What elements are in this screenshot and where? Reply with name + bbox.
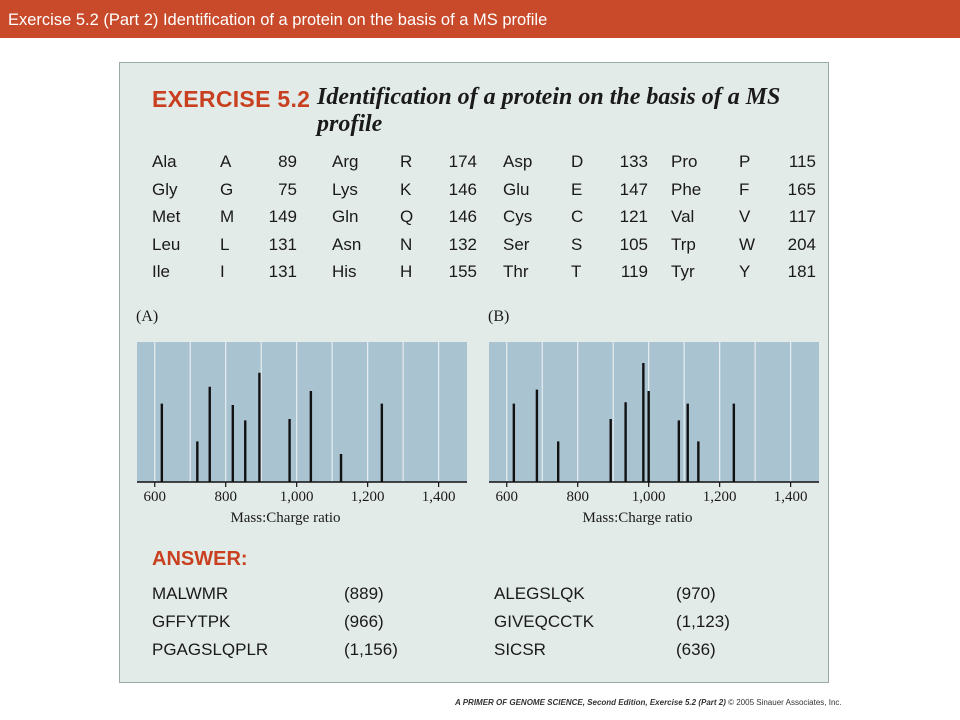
x-axis-label: Mass:Charge ratio	[230, 510, 341, 526]
answer-peptide: MALWMR	[152, 584, 229, 603]
panel-label-b: (B)	[488, 308, 510, 325]
amino-acid-mass: 132	[448, 234, 477, 254]
amino-acid-mass: 155	[448, 262, 477, 281]
amino-acid-name: Thr	[503, 262, 529, 281]
amino-acid-name: Val	[671, 207, 695, 226]
title-bar	[0, 0, 960, 38]
amino-acid-mass: 133	[619, 152, 648, 171]
amino-acid-name: His	[332, 262, 357, 281]
amino-acid-mass: 181	[787, 262, 816, 281]
amino-acid-code: D	[571, 152, 584, 171]
amino-acid-code: F	[739, 179, 750, 199]
amino-acid-mass: 89	[278, 152, 297, 171]
amino-acid-code: W	[739, 234, 756, 254]
amino-acid-mass: 121	[619, 207, 648, 226]
amino-acid-code: H	[400, 262, 413, 281]
amino-acid-name: Cys	[503, 207, 533, 226]
answer-mass: (1,156)	[344, 640, 398, 659]
answer-mass: (966)	[344, 612, 384, 631]
ms-chart-a	[130, 336, 475, 528]
amino-acid-mass: 117	[788, 207, 816, 226]
amino-acid-name: Met	[152, 207, 181, 226]
amino-acid-mass: 131	[268, 262, 297, 281]
amino-acid-mass: 115	[788, 152, 816, 171]
footer-book: A PRIMER OF GENOME SCIENCE, Second Edition, Exercise 5.2 (Part 2)	[455, 698, 726, 707]
amino-acid-code: L	[220, 234, 230, 254]
amino-acid-code: S	[571, 234, 583, 254]
amino-acid-mass: 204	[787, 234, 816, 254]
amino-acid-mass: 174	[448, 152, 477, 171]
amino-acid-name: Asp	[503, 152, 533, 171]
answer-peptide: GIVEQCCTK	[494, 612, 595, 631]
amino-acid-code: Y	[739, 262, 751, 281]
amino-acid-mass: 146	[448, 207, 477, 226]
amino-acid-mass: 75	[278, 179, 297, 199]
amino-acid-mass: 131	[268, 234, 297, 254]
amino-acid-name: Phe	[671, 179, 702, 199]
x-tick-label: 1,400	[421, 489, 456, 505]
exercise-title: Identification of a protein on the basis of a MS profile	[317, 84, 781, 137]
panel-label-a: (A)	[136, 308, 159, 325]
x-tick-label: 1,400	[773, 489, 808, 505]
amino-acid-code: C	[571, 207, 584, 226]
amino-acid-mass: 165	[787, 179, 816, 199]
answer-mass: (1,123)	[676, 612, 730, 631]
amino-acid-code: N	[400, 234, 413, 254]
amino-acid-code: E	[571, 179, 583, 199]
amino-acid-name: Lys	[332, 179, 358, 199]
amino-acid-name: Glu	[503, 179, 530, 199]
x-tick-label: 800	[566, 489, 589, 505]
amino-acid-name: Gly	[152, 179, 178, 199]
amino-acid-name: Ser	[503, 234, 530, 254]
amino-acid-mass: 119	[620, 262, 648, 281]
amino-acid-name: Gln	[332, 207, 359, 226]
answer-mass: (889)	[344, 584, 384, 603]
answer-peptide: PGAGSLQPLR	[152, 640, 269, 659]
plot-area	[489, 342, 819, 482]
amino-acid-code: R	[400, 152, 413, 171]
amino-acid-name: Trp	[671, 234, 696, 254]
amino-acid-name: Leu	[152, 234, 181, 254]
amino-acid-mass: 146	[448, 179, 477, 199]
amino-acid-code: I	[220, 262, 225, 281]
answer-mass: (636)	[676, 640, 716, 659]
amino-acid-mass: 149	[268, 207, 297, 226]
amino-acid-mass: 147	[619, 179, 648, 199]
amino-acid-code: T	[571, 262, 582, 281]
x-tick-label: 600	[143, 489, 166, 505]
footer-copyright: © 2005 Sinauer Associates, Inc.	[728, 698, 842, 707]
amino-acid-code: G	[220, 179, 234, 199]
x-tick-label: 1,200	[350, 489, 385, 505]
answer-mass: (970)	[676, 584, 716, 603]
x-tick-label: 1,000	[279, 489, 314, 505]
exercise-label: EXERCISE 5.2	[152, 86, 311, 112]
x-tick-label: 1,000	[631, 489, 666, 505]
x-tick-label: 1,200	[702, 489, 737, 505]
amino-acid-name: Ile	[152, 262, 170, 281]
answer-peptide: GFFYTPK	[152, 612, 231, 631]
amino-acid-name: Asn	[332, 234, 362, 254]
amino-acid-mass: 105	[619, 234, 648, 254]
answer-peptide: ALEGSLQK	[494, 584, 585, 603]
plot-area	[137, 342, 467, 482]
ms-chart-b	[482, 336, 827, 528]
answer-label: ANSWER:	[152, 548, 248, 570]
amino-acid-code: P	[739, 152, 751, 171]
x-tick-label: 800	[214, 489, 237, 505]
slide-title: Exercise 5.2 (Part 2) Identification of a protein on the basis of a MS profile	[8, 11, 548, 29]
x-axis-label: Mass:Charge ratio	[582, 510, 693, 526]
amino-acid-code: M	[220, 207, 235, 226]
amino-acid-code: Q	[400, 207, 414, 226]
amino-acid-code: V	[739, 207, 751, 226]
amino-acid-name: Ala	[152, 152, 177, 171]
x-tick-label: 600	[495, 489, 518, 505]
amino-acid-name: Pro	[671, 152, 698, 171]
amino-acid-name: Arg	[332, 152, 359, 171]
amino-acid-code: K	[400, 179, 412, 199]
footer-credit	[455, 698, 842, 707]
answer-peptide: SICSR	[494, 640, 546, 659]
amino-acid-name: Tyr	[671, 262, 695, 281]
amino-acid-code: A	[220, 152, 232, 171]
